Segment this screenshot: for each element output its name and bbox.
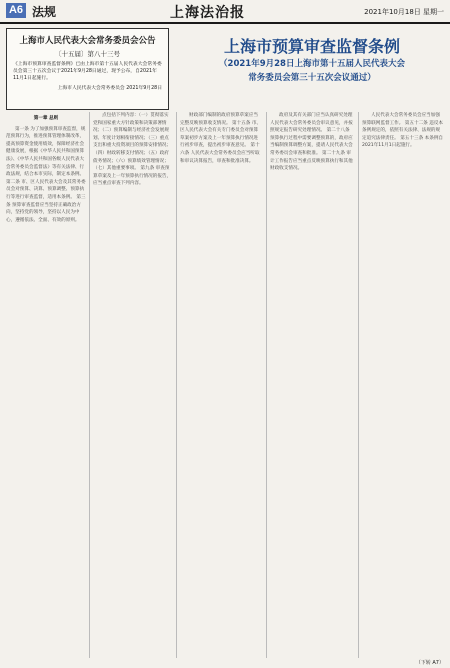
- issue-date: 2021年10月18日 星期一: [364, 8, 444, 16]
- column-divider: [266, 112, 267, 658]
- subtitle-line-1: （2021年9月28日上海市第十五届人民代表大会: [219, 59, 405, 69]
- subtitle-line-2: 常务委员会第三十五次会议通过）: [248, 73, 376, 83]
- announcement-box: [6, 28, 169, 110]
- announcement-title: 上海市人民代表大会常务委员会公告: [19, 36, 156, 46]
- article-title: 上海市预算审查监督条例: [223, 37, 400, 56]
- text-column-5: [362, 112, 444, 652]
- announcement-signature: 上海市人民代表大会常务委员会 2021年9月28日: [57, 86, 162, 91]
- column-text: 人民代表大会常务委员会应当加强预算联网监督工作。 第五十二条 违反本条例规定的，依照有关法律、法规的规定追究法律责任。 第五十三条 本条例自2021年11月1日起施行。: [362, 113, 444, 149]
- section-title: 法规: [32, 5, 57, 19]
- column-text: 第一条 为了加强预算审查监督，规范预算行为，推进预算管理体制改革，提高预算资金使用绩效，保障经济社会健康发展，根据《中华人民共和国预算法》、《中华人民共和国各级人民代表大会常务委员会监督法》等有关法律、行政法规，结合本市实际，制定本条例。 第二条 市、区人民代表大会及其常务委员会对预算、决算、预算调整、预算执行等进行审查监督，适用本条例。 第三条 预算审查监督应当坚持正确政治方向，坚持党的领导，坚持以人民为中心，遵循依法、全面、有效的原则。: [6, 126, 86, 223]
- chapter-heading: 第一章 总则: [33, 116, 59, 121]
- newspaper-masthead: 上海法治报: [170, 5, 245, 21]
- text-column-3: [180, 112, 262, 652]
- text-column-4: [270, 112, 354, 652]
- text-column-1: [6, 112, 86, 652]
- announcement-body: 《上海市预算审查监督条例》已由上海市第十五届人民代表大会常务委员会第三十五次会议于2021年9月28日通过，现予公布，自2021年11月1日起施行。: [13, 62, 162, 81]
- text-column-2: [93, 112, 173, 652]
- announcement-number: 〔十五届〕第八十三号: [55, 50, 120, 58]
- continuation-note: （下转 A7）: [415, 660, 444, 666]
- page-number-badge: A6: [6, 3, 26, 18]
- column-text: 政府及其有关部门应当认真研究处理人民代表大会常务委员会审议意见，并按照规定报告研究处理情况。 第二十八条 预算执行过程中需要调整预算的，政府应当编制预算调整方案，提请人民代表大会常务委员会审查和批准。 第二十九条 审计工作报告应当重点反映预算执行和其他财政收支情况。: [270, 113, 353, 172]
- column-text: 点包括下列内容：（一）贯彻落实党和国家重大方针政策和决策部署情况；（二）预算编制与经济社会发展规划、年度计划相衔接情况；（三）重点支出和重大投资项目的预算安排情况；（四）财政转移支付情况；（五）政府债务情况；（六）预算绩效管理情况；（七）其他重要事项。 第九条 审查预算草案及上一年预算执行情况的报告，应当重点审查下列内容。: [93, 113, 172, 187]
- column-divider: [358, 112, 359, 658]
- column-text: 财政部门编制的政府预算草案应当完整反映预算收支情况。 第十五条 市、区人民代表大会有关专门委员会对预算草案初步方案及上一年预算执行情况进行初步审查，提出初步审查意见。 第十六条 人民代表大会常务委员会应当听取和审议决算报告，审查和批准决算。: [180, 113, 262, 164]
- page-header: [0, 0, 450, 24]
- column-divider: [176, 112, 177, 658]
- article-subtitle: [178, 57, 446, 85]
- column-divider: [89, 112, 90, 658]
